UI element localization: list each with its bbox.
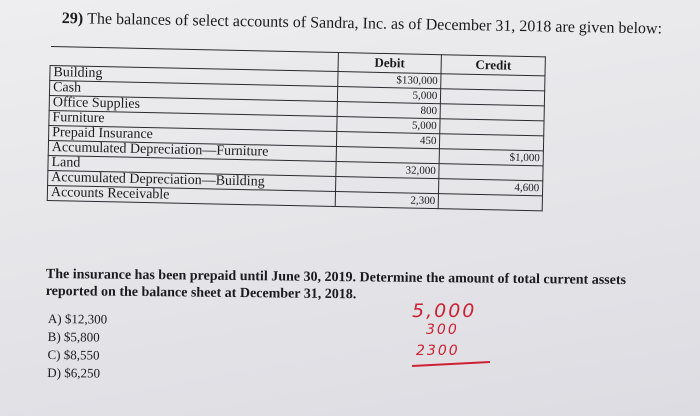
debit-amount: 5,000 (337, 87, 441, 104)
debit-header: Debit (338, 53, 442, 74)
handwritten-underline (412, 361, 490, 367)
account-name: Office Supplies (49, 95, 337, 116)
question-number: 29) (61, 10, 84, 28)
account-name: Building (50, 66, 338, 87)
choice-a[interactable]: A) $12,300 (47, 310, 108, 327)
account-name: Accounts Receivable (47, 185, 335, 206)
account-balances-table (46, 46, 546, 262)
answer-choices (47, 310, 107, 383)
account-name: Prepaid Insurance (49, 125, 337, 146)
credit-amount: 4,600 (439, 179, 543, 196)
question-prompt: The insurance has been prepaid until June 30, 2019. Determine the amount of total current assets reported on the balance sheet at December 31, 2018. (45, 266, 627, 303)
handwritten-line: 300 (426, 322, 459, 338)
handwritten-line: 5,000 (412, 300, 477, 322)
debit-amount: 5,000 (336, 117, 440, 134)
account-name: Cash (49, 81, 337, 102)
account-name: Land (48, 155, 336, 176)
choice-d[interactable]: D) $6,250 (47, 364, 101, 381)
debit-amount: 450 (336, 132, 440, 149)
debit-amount: $130,000 (337, 72, 441, 89)
choice-c[interactable]: C) $8,550 (47, 346, 100, 363)
account-name: Accumulated Depreciation—Building (48, 170, 336, 191)
credit-amount: $1,000 (439, 149, 543, 166)
question-heading (62, 10, 662, 38)
choice-b[interactable]: B) $5,800 (47, 328, 100, 345)
credit-amount (438, 194, 542, 211)
account-name: Furniture (49, 110, 337, 131)
question-text: The balances of select accounts of Sandra, Inc. as of December 31, 2018 are given below: (87, 10, 663, 38)
debit-amount: 800 (337, 102, 441, 119)
debit-amount: 2,300 (335, 192, 439, 209)
credit-header: Credit (441, 55, 545, 76)
handwritten-line: 2300 (416, 343, 460, 359)
debit-amount: 32,000 (335, 162, 439, 179)
account-name: Accumulated Depreciation—Furniture (48, 140, 336, 161)
